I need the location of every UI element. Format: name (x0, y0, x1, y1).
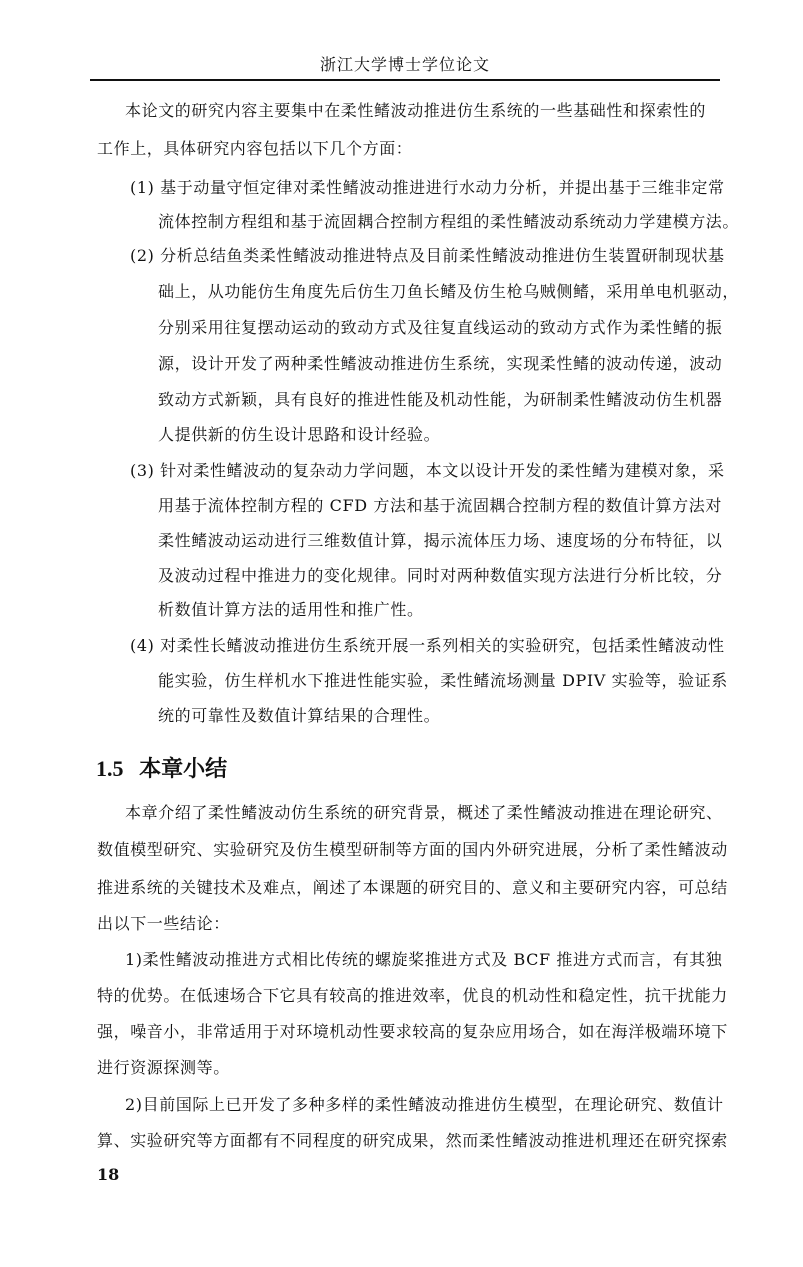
section-title: 本章小结 (139, 756, 228, 782)
section-heading (96, 752, 227, 783)
running-header: 浙江大学博士学位论文 (319, 55, 490, 74)
paragraph-line: 进行资源探测等。 (97, 1058, 230, 1077)
list-item-line: 流体控制方程组和基于流固耦合控制方程组的柔性鳍波动系统动力学建模方法。 (158, 212, 740, 231)
paragraph-line: 2)目前国际上已开发了多种多样的柔性鳍波动推进仿生模型，在理论研究、数值计 (125, 1095, 724, 1114)
list-item-line: 统的可靠性及数值计算结果的合理性。 (158, 706, 441, 725)
paragraph-line: 推进系统的关键技术及难点，阐述了本课题的研究目的、意义和主要研究内容，可总结 (97, 878, 728, 897)
section-number: 1.5 (96, 756, 124, 781)
list-item-line: 础上，从功能仿生角度先后仿生刀鱼长鳍及仿生枪乌贼侧鳍，采用单电机驱动， (158, 282, 740, 301)
paragraph-line: 特的优势。在低速场合下它具有较高的推进效率，优良的机动性和稳定性，抗干扰能力 (97, 986, 728, 1005)
list-item-line: 用基于流体控制方程的 CFD 方法和基于流固耦合控制方程的数值计算方法对 (158, 496, 722, 515)
list-item-line: 分别采用往复摆动运动的致动方式及往复直线运动的致动方式作为柔性鳍的振 (158, 318, 723, 337)
list-item-line: (2) 分析总结鱼类柔性鳍波动推进特点及目前柔性鳍波动推进仿生装置研制现状基 (130, 246, 725, 265)
list-item-line: 析数值计算方法的适用性和推广性。 (158, 600, 424, 619)
list-item-line: (1) 基于动量守恒定律对柔性鳍波动推进进行水动力分析，并提出基于三维非定常 (130, 178, 725, 197)
list-item-line: 源，设计开发了两种柔性鳍波动推进仿生系统，实现柔性鳍的波动传递，波动 (158, 354, 723, 373)
paragraph-line: 出以下一些结论： (97, 914, 230, 933)
list-item-line: (4) 对柔性长鳍波动推进仿生系统开展一系列相关的实验研究，包括柔性鳍波动性 (130, 636, 725, 655)
list-item-line: 柔性鳍波动运动进行三维数值计算，揭示流体压力场、速度场的分布特征，以 (158, 531, 723, 550)
paragraph-line: 本论文的研究内容主要集中在柔性鳍波动推进仿生系统的一些基础性和探索性的 (125, 101, 707, 120)
paragraph-line: 强，噪音小，非常适用于对环境机动性要求较高的复杂应用场合，如在海洋极端环境下 (97, 1022, 728, 1041)
paragraph-line: 数值模型研究、实验研究及仿生模型研制等方面的国内外研究进展，分析了柔性鳍波动 (97, 840, 728, 859)
list-item-line: 能实验，仿生样机水下推进性能实验，柔性鳍流场测量 DPIV 实验等，验证系 (158, 671, 728, 690)
page-number: 18 (97, 1165, 120, 1184)
list-item-line: 致动方式新颖，具有良好的推进性能及机动性能，为研制柔性鳍波动仿生机器 (158, 390, 723, 409)
paragraph-line: 工作上，具体研究内容包括以下几个方面： (97, 139, 413, 158)
header-rule (90, 79, 720, 81)
list-item-line: 人提供新的仿生设计思路和设计经验。 (158, 425, 441, 444)
list-item-line: 及波动过程中推进力的变化规律。同时对两种数值实现方法进行分析比较，分 (158, 566, 723, 585)
paragraph-line: 1)柔性鳍波动推进方式相比传统的螺旋桨推进方式及 BCF 推进方式而言，有其独 (125, 950, 723, 969)
list-item-line: (3) 针对柔性鳍波动的复杂动力学问题，本文以设计开发的柔性鳍为建模对象，采 (130, 461, 725, 480)
paragraph-line: 算、实验研究等方面都有不同程度的研究成果，然而柔性鳍波动推进机理还在研究探索 (97, 1131, 728, 1150)
paragraph-line: 本章介绍了柔性鳍波动仿生系统的研究背景，概述了柔性鳍波动推进在理论研究、 (125, 803, 723, 822)
